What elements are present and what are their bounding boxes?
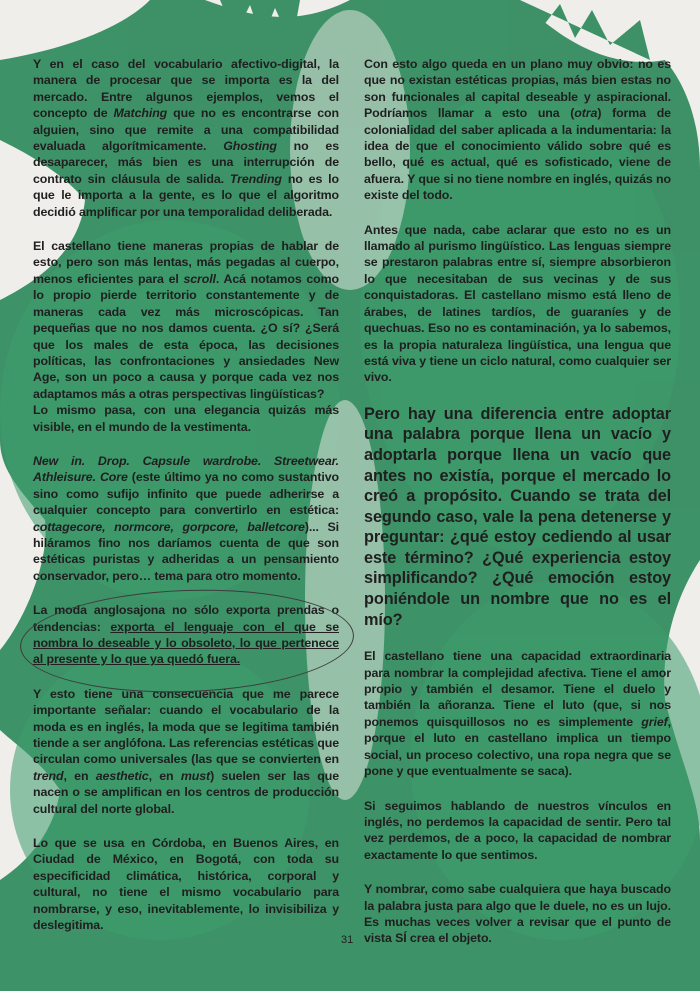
- right-paragraph-4: Si seguimos hablando de nuestros vínculos en inglés, no perdemos la capacidad de sentir. Pero tal vez perdemos, de a poco, la capacidad de nombrar exactamente lo que sentimos.: [364, 798, 671, 862]
- left-paragraph-6: Y esto tiene una consecuencia que me parece importante señalar: cuando el vocabulario de la moda es en inglés, la moda que se legitima también tiende a ser anglófona. Las referencias estéticas que circulan como universales (las que se convierten en trend, en aesthetic, en must) suelen ser las que nacen o se amplifican en los centros de producción cultural del norte global.: [33, 686, 339, 816]
- left-column: [33, 56, 339, 952]
- left-paragraph-1: Y en el caso del vocabulario afectivo-digital, la manera de procesar que se importa es la del mercado. Entre algunos ejemplos, vemos el concepto de Matching que no es encontrarse con alguien, sino que remite a una compatibilidad evaluada algorítmicamente. Ghosting no es desaparecer, más bien es una interrupción de contrato sin cláusula de salida. Trending no es lo que le importa a la gente, es lo que el algoritmo decidió amplificar por una temporalidad deliberada.: [33, 57, 339, 219]
- right-paragraph-2: Antes que nada, cabe aclarar que esto no es un llamado al purismo lingüístico. Las lenguas siempre se prestaron palabras entre sí, siempre absorbieron lo que necesitaban de sus vecinas y de sus conquistadoras. El castellano mismo está lleno de árabes, de latines tardíos, de guaraníes y de quechuas. Eso no es contaminación, ya lo sabemos, es la propia naturaleza lingüística, una lengua que está viva y tiene un ciclo natural, como cualquier ser vivo.: [364, 222, 671, 385]
- right-paragraph-3: El castellano tiene una capacidad extraordinaria para nombrar la complejidad afectiva. Tiene el amor propio y también el desamor. Tiene el duelo y también la añoranza. Tiene el luto (que, si nos ponemos quisquillosos no es simplemente grief, porque el luto en castellano implica un tiempo social, un proceso colectivo, una ropa negra que se pone y que eventualmente se saca).: [364, 649, 671, 779]
- pull-quote: Pero hay una diferencia entre adoptar una palabra porque llena un vacío y adoptarla porque llena un vacío que antes no existía, porque el mercado lo creó a propósito. Cuando se trata del segundo caso, vale la pena detenerse y preguntar: ¿qué estoy cediendo al usar este término? ¿Qué experiencia estoy simplificando? ¿Qué emoción estoy poniéndole un nombre que no es el mío?: [364, 404, 671, 629]
- left-paragraph-7: Lo que se usa en Córdoba, en Buenos Aires, en Ciudad de México, en Bogotá, con toda su especificidad climática, histórica, corporal y cultural, no tiene el mismo vocabulario para nombrarse, y eso, inevitablemente, lo invisibiliza y deslegitima.: [33, 836, 339, 933]
- left-paragraph-4: New in. Drop. Capsule wardrobe. Streetwear. Athleisure. Core (este último ya no como sustantivo sino como sufijo infinito que puede adherirse a cualquier concepto para convertirlo en estética: cottagecore, normcore, gorpcore, balletcore)... Si hiláramos fino nos daríamos cuenta de que son estéticas puristas y adheridas a un pensamiento conservador, pero… tema para otro momento.: [33, 453, 339, 583]
- left-paragraph-5: La moda anglosajona no sólo exporta prendas o tendencias: exporta el lenguaje con el que se nombra lo deseable y lo obsoleto, lo que pertenece al presente y lo que ya quedó fuera.: [33, 603, 339, 667]
- right-paragraph-1: Con esto algo queda en un plano muy obvio: no es que no existan estéticas propias, más bien estas no son funcionales al capital deseable y aspiracional. Podríamos llamar a esto una (otra) forma de colonialidad del saber aplicada a la indumentaria: la idea de que el conocimiento válido sobre qué es bello, qué es actual, qué es sofisticado, viene de afuera. Y que si no tiene nombre en inglés, quizás no existe del todo.: [364, 57, 671, 203]
- left-paragraph-3: Lo mismo pasa, con una elegancia quizás más visible, en el mundo de la vestimenta.: [33, 403, 339, 434]
- left-paragraph-2: El castellano tiene maneras propias de hablar de esto, pero son más lentas, más pegadas al cuerpo, menos eficientes para el scroll. Acá notamos como lo propio pierde territorio constantemente y de maneras cada vez más microscópicas. Tan pequeñas que no nos damos cuenta. ¿O sí? ¿Será que los males de esta época, las decisiones políticas, las confrontaciones y ansiedades New Age, son un poco a causa y porque cada vez nos adaptamos más a otras perspectivas lingüísticas?: [33, 239, 339, 401]
- right-column: [364, 56, 671, 965]
- right-paragraph-5: Y nombrar, como sabe cualquiera que haya buscado la palabra justa para algo que le duele, no es un lujo. Es muchas veces volver a revisar que el punto de vista SÍ crea el objeto.: [364, 882, 671, 946]
- underlined-highlight: exporta el lenguaje con el que se nombra lo deseable y lo obsoleto, lo que pertenece al presente y lo que ya quedó fuera.: [33, 619, 339, 667]
- page-number: 31: [341, 934, 354, 946]
